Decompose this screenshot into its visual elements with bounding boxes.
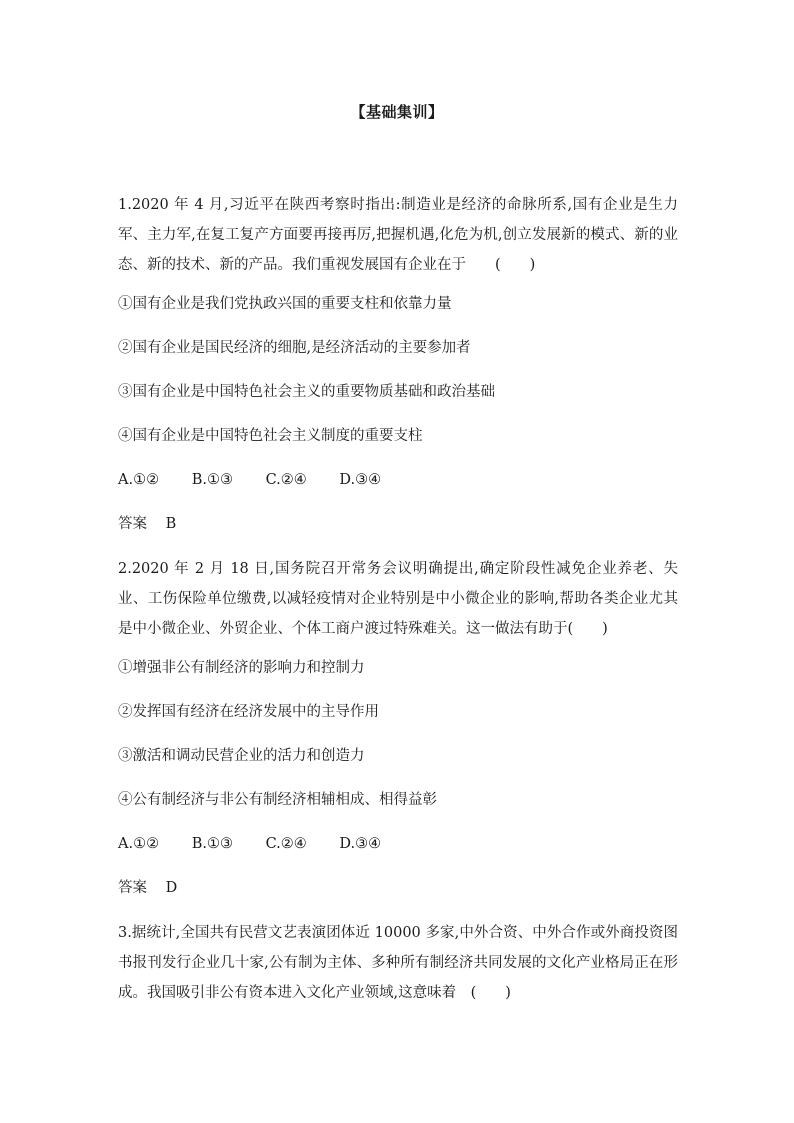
question-1 xyxy=(118,190,678,534)
question-option: ②发挥国有经济在经济发展中的主导作用 xyxy=(118,704,379,720)
question-option: ④国有企业是中国特色社会主义制度的重要支柱 xyxy=(118,428,423,444)
choice-d: D.③④ xyxy=(339,472,382,488)
question-stem: 2.2020 年 2 月 18 日,国务院召开常务会议明确提出,确定阶段性减免企业养老、失业、工伤保险单位缴费,以减轻疫情对企业特别是中小微企业的影响,帮助各类企业尤其是中小微企业、外贸企业、个体工商户渡过特殊难关。这一做法有助于( ) xyxy=(118,561,678,637)
section-title: 【基础集训】 xyxy=(350,103,444,121)
question-stem: 3.据统计,全国共有民营文艺表演团体近 10000 多家,中外合资、中外合作或外商投资图书报刊发行企业几十家,公有制为主体、多种所有制经济共同发展的文化产业格局正在形成。我国吸引非公有资本进入文化产业领域,这意味着 ( ) xyxy=(118,925,678,1001)
choice-d: D.③④ xyxy=(339,836,382,852)
question-option: ③国有企业是中国特色社会主义的重要物质基础和政治基础 xyxy=(118,384,495,400)
question-option: ①国有企业是我们党执政兴国的重要支柱和依靠力量 xyxy=(118,296,452,312)
question-stem: 1.2020 年 4 月,习近平在陕西考察时指出:制造业是经济的命脉所系,国有企业是生力军、主力军,在复工复产方面要再接再厉,把握机遇,化危为机,创立发展新的模式、新的业态、新的技术、新的产品。我们重视发展国有企业在于 ( ) xyxy=(118,197,678,273)
question-option: ①增强非公有制经济的影响力和控制力 xyxy=(118,660,365,676)
answer-label: 答案 xyxy=(118,880,147,896)
question-2 xyxy=(118,554,678,898)
answer-choices xyxy=(118,834,678,854)
answer-value: B xyxy=(165,516,177,532)
choice-b: B.①③ xyxy=(191,472,233,488)
question-option: ③激活和调动民营企业的活力和创造力 xyxy=(118,748,365,764)
question-option: ④公有制经济与非公有制经济相辅相成、相得益彰 xyxy=(118,792,437,808)
choice-c: C.②④ xyxy=(265,472,307,488)
choice-a: A.①② xyxy=(118,472,160,488)
answer-value: D xyxy=(165,880,178,896)
choice-b: B.①③ xyxy=(191,836,233,852)
answer-label: 答案 xyxy=(118,516,147,532)
answer-line xyxy=(118,514,678,534)
choice-c: C.②④ xyxy=(265,836,307,852)
answer-line xyxy=(118,878,678,898)
choice-a: A.①② xyxy=(118,836,160,852)
answer-choices xyxy=(118,470,678,490)
question-option: ②国有企业是国民经济的细胞,是经济活动的主要参加者 xyxy=(118,340,471,356)
question-3 xyxy=(118,918,678,1008)
question-list xyxy=(118,190,678,1008)
